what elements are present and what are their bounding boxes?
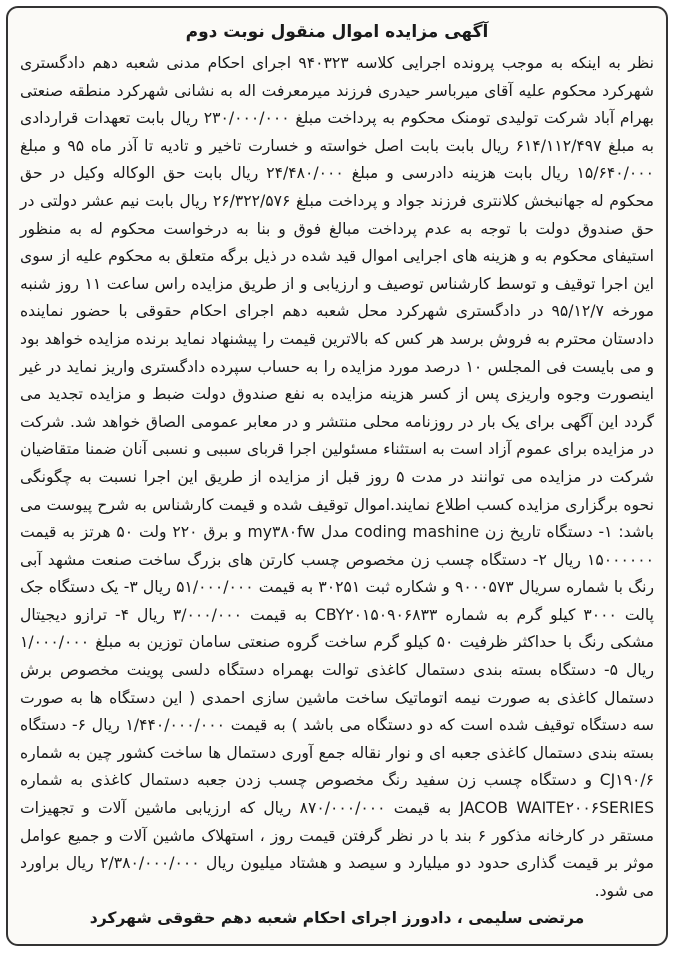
notice-signature: مرتضی سلیمی ، دادورز اجرای احکام شعبه دهم حقوقی شهرکرد xyxy=(89,909,585,928)
auction-notice xyxy=(6,6,668,946)
notice-body: نظر به اینکه به موجب پرونده اجرایی کلاسه ۹۴۰۳۲۳ اجرای احکام مدنی شعبه دهم دادگستری شهرکرد محکوم علیه آقای میرباسر حیدری فرزند میرمعرفت اله به نشانی شهرکرد منطقه صنعتی بهرام آباد شرکت تولیدی تومنک محکوم به پرداخت مبلغ ۲۳۰/۰۰۰/۰۰۰ ریال بابت تعهدات قراردادی به مبلغ ۶۱۴/۱۱۲/۴۹۷ ریال بابت بابت اصل خواسته و خسارت تاخیر و تادیه تا آذر ماه ۹۵ و مبلغ ۱۵/۶۴۰/۰۰۰ ریال بابت هزینه دادرسی و مبلغ ۲۴/۴۸۰/۰۰۰ ریال بابت حق الوکاله وکیل در حق محکوم له جهانبخش کلانتری فرزند جواد و پرداخت مبلغ ۲۶/۳۲۲/۵۷۶ ریال بابت نیم عشر دولتی در حق صندوق دولت با توجه به عدم پرداخت مبالغ فوق و بنا به درخواست محکوم له به منظور استیفای محکوم به و هزینه های اجرایی اموال قید شده در ذیل برگه متعلق به محکوم علیه از سوی این اجرا توقیف و توسط کارشناس توصیف و ارزیابی و از طریق مزایده راس ساعت ۱۱ روز شنبه مورخه ۹۵/۱۲/۷ در دادگستری شهرکرد محل شعبه دهم اجرای احکام حقوقی با حضور نماینده دادستان محترم به فروش برسد هر کس که بالاترین قیمت را پیشنهاد نماید برنده مزایده خواهد بود و می بایست فی المجلس ۱۰ درصد مورد مزایده را به حساب سپرده دادگستری واریز نماید در غیر اینصورت وجوه واریزی پس از کسر هزینه مزایده به نفع صندوق دولت ضبط و مزایده تجدید می گردد این آگهی برای یک بار در روزنامه محلی منتشر و در معابر عمومی الصاق خواهد شد. شرکت در مزایده برای عموم آزاد است به استثناء مسئولین اجرا قربای سببی و نسبی آنان ضمنا متقاضیان شرکت در مزایده می توانند در مدت ۵ روز قبل از مزایده از طریق این اجرا نسبت به چگونگی نحوه برگزاری مزایده کسب اطلاع نمایند.اموال توقیف شده و قیمت کارشناس به شرح پیوست می باشد: ۱- دستگاه تاریخ زن coding mashine مدل my۳۸۰fw و برق ۲۲۰ ولت ۵۰ هرتز به قیمت ۱۵۰۰۰۰۰۰ ریال ۲- دستگاه چسب زن مخصوص چسب کارتن های بزرگ ساخت صنعت مشهد آبی رنگ با شماره سریال ۹۰۰۰۵۷۳ و شکاره ثبت ۳۰۲۵۱ به قیمت ۵۱/۰۰۰/۰۰۰ ریال ۳- یک دستگاه جک پالت ۳۰۰۰ کیلو گرم به شماره CBY۲۰۱۵۰۹۰۶۸۳۳ به قیمت ۳/۰۰۰/۰۰۰ ریال ۴- ترازو دیجیتال مشکی رنگ با حداکثر ظرفیت ۵۰ کیلو گرم ساخت گروه صنعتی سامان توزین به مبلغ ۱/۰۰۰/۰۰۰ ریال ۵- دستگاه بسته بندی دستمال کاغذی توالت بهمراه دستگاه دلسی پوینت مخصوص برش دستمال کاغذی به صورت نیمه اتوماتیک ساخت ماشین سازی احمدی ( این دستگاه ها به صورت سه دستگاه توقیف شده است که دو دستگاه می باشد ) به قیمت ۱/۴۴۰/۰۰۰/۰۰۰ ریال ۶- دستگاه بسته بندی دستمال کاغذی جعبه ای و نوار نقاله جمع آوری دستمال ها ساخت کشور چین به شماره CJ۱۹۰/۶ و دستگاه چسب زن سفید رنگ مخصوص چسب زدن جعبه دستمال کاغذی به شماره JACOB WAITE۲۰۰۶SERIES به قیمت ۸۷۰/۰۰۰/۰۰۰ ریال که ارزیابی ماشین آلات و تجهیزات مستقر در کارخانه مذکور ۶ بند با در نظر گرفتن قیمت روز ، استهلاک ماشین آلات و جمیع عوامل موثر بر قیمت گذاری حدود دو میلیارد و سیصد و هشتاد میلیون ریال ۲/۳۸۰/۰۰۰/۰۰۰ ریال براورد می شود. xyxy=(20,54,655,900)
notice-title: آگهی مزایده اموال منقول نوبت دوم xyxy=(185,22,489,42)
